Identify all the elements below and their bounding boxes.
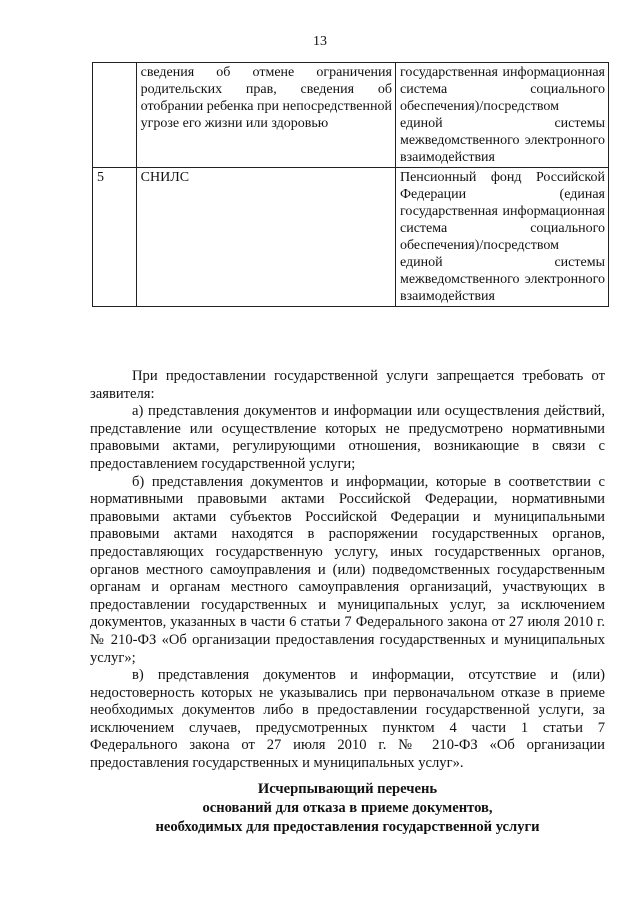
- section-heading: [90, 780, 605, 837]
- documents-table: [92, 62, 609, 307]
- table-row: [93, 168, 609, 307]
- row-number-cell: 5: [93, 168, 137, 307]
- body-text: [90, 368, 605, 773]
- paragraph-item-a: а) представления документов и информации или осуществления действий, представление или осуществление которых не предусмотрено нормативными правовыми актами, регулирующими отношения, возникающие в связи с предоставлением государственной услуги;: [90, 403, 605, 472]
- row-number-cell: [93, 63, 137, 168]
- page-number: 13: [313, 34, 327, 49]
- document-name-cell: сведения об отмене ограничения родительских прав, сведения об отобрании ребенка при непосредственной угрозе его жизни или здоровью: [136, 63, 395, 168]
- heading-line: оснований для отказа в приеме документов,: [202, 800, 493, 816]
- heading-line: Исчерпывающий перечень: [257, 781, 438, 797]
- heading-line: необходимых для предоставления государственной услуги: [155, 819, 540, 835]
- paragraph-item-c: в) представления документов и информации, отсутствие и (или) недостоверность которых не указывались при первоначальном отказе в приеме необходимых документов либо в предоставлении государственной услуги, за исключением случаев, предусмотренных пунктом 4 части 1 статьи 7 Федерального закона от 27 июля 2010 г. № 210-ФЗ «Об организации предоставления государственных и муниципальных услуг».: [90, 667, 605, 772]
- document-source-cell: Пенсионный фонд Российской Федерации (единая государственная информационная система социального обеспечения)/посредством единой системы межведомственного электронного взаимодействия: [395, 168, 608, 307]
- paragraph-intro: При предоставлении государственной услуги запрещается требовать от заявителя:: [90, 368, 605, 402]
- document-name-cell: СНИЛС: [136, 168, 395, 307]
- document-source-cell: государственная информационная система социального обеспечения)/посредством единой системы межведомственного электронного взаимодействия: [395, 63, 608, 168]
- paragraph-item-b: б) представления документов и информации, которые в соответствии с нормативными правовыми актами Российской Федерации, нормативными правовыми актами субъектов Российской Федерации и муниципальными правовыми актами находятся в распоряжении государственных органов, предоставляющих государственную услугу, иных государственных органов, органов местного самоуправления и (или) подведомственных государственным органам и органам местного самоуправления организаций, участвующих в предоставлении государственных и муниципальных услуг, за исключением документов, указанных в части 6 статьи 7 Федерального закона от 27 июля 2010 г. № 210-ФЗ «Об организации предоставления государственных и муниципальных услуг»;: [90, 473, 605, 666]
- table-row: [93, 63, 609, 168]
